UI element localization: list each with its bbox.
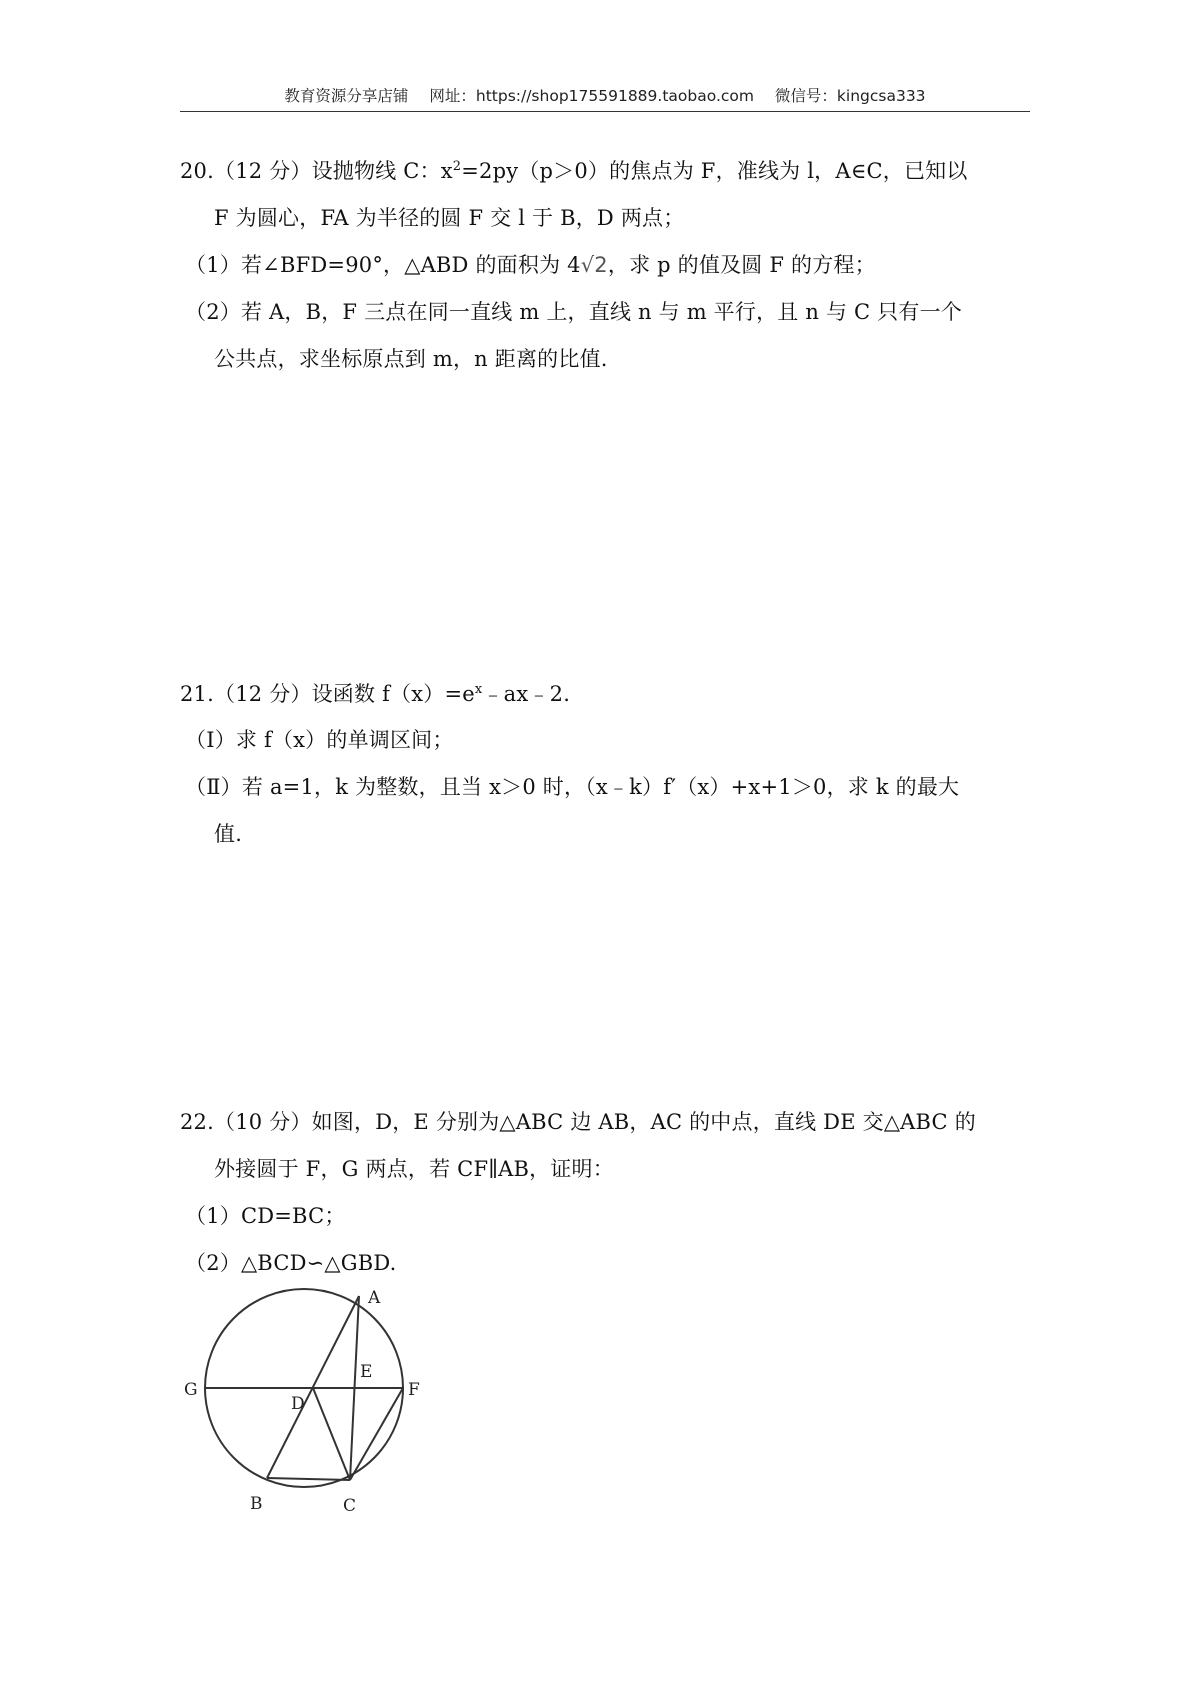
wechat-id: 微信号：kingcsa333 [774,87,926,105]
q22-stem-line1: 22.（10 分）如图，D，E 分别为△ABC 边 AB，AC 的中点，直线 DE 交△ABC 的 [180,1110,976,1134]
segment-BC [267,1478,350,1480]
q22-part1: （1）CD=BC； [185,1204,346,1228]
sqrt-two: √2 [580,253,608,277]
geometry-figure [180,1285,430,1515]
segment-DC [313,1388,350,1480]
label-G: G [184,1380,198,1400]
q21-part1: （Ⅰ）求 f（x）的单调区间； [185,728,454,752]
q22-stem-line2: 外接圆于 F，G 两点，若 CF∥AB，证明： [214,1157,614,1181]
segment-CF [350,1388,403,1480]
label-E: E [360,1362,373,1382]
label-B: B [250,1494,263,1514]
store-url: 网址：https://shop175591889.taobao.com [429,87,754,105]
q21-exponent: x [474,682,483,697]
label-F: F [408,1380,420,1400]
q21-part2-line2: 值. [214,822,243,846]
page-header [180,84,1030,106]
q20-stem-line2: F 为圆心，FA 为半径的圆 F 交 l 于 B，D 两点； [214,206,685,230]
q20-part2-line2: 公共点，求坐标原点到 m，n 距离的比值. [214,347,608,371]
q22-part2: （2）△BCD∽△GBD. [185,1251,397,1275]
label-D: D [291,1394,305,1414]
q20-exponent: 2 [452,159,462,174]
q20-part2-line1: （2）若 A，B，F 三点在同一直线 m 上，直线 n 与 m 平行，且 n 与 C 只有一个 [185,300,962,324]
q21-part2-line1: （Ⅱ）若 a=1，k 为整数，且当 x＞0 时，（x﹣k）f′（x）+x+1＞0，求 k 的最大 [185,775,960,799]
label-C: C [343,1496,357,1516]
circle-diagram [180,1285,430,1515]
q20-stem-line1: 20.（12 分）设抛物线 C：$x^2=2py(p>0)$的焦点为 F，准线为 l，A∈C，已知以 [180,159,968,183]
label-A: A [368,1288,381,1308]
header-divider [180,111,1030,112]
q21-stem: 21.（12 分）设函数 $f(x)=e^x﹣ax﹣2$. [180,682,571,706]
store-name: 教育资源分享店铺 [284,87,409,105]
q20-part1: （1）若∠BFD=90°，△ABD 的面积为 4√2，求 p 的值及圆 F 的方程； [185,253,876,277]
